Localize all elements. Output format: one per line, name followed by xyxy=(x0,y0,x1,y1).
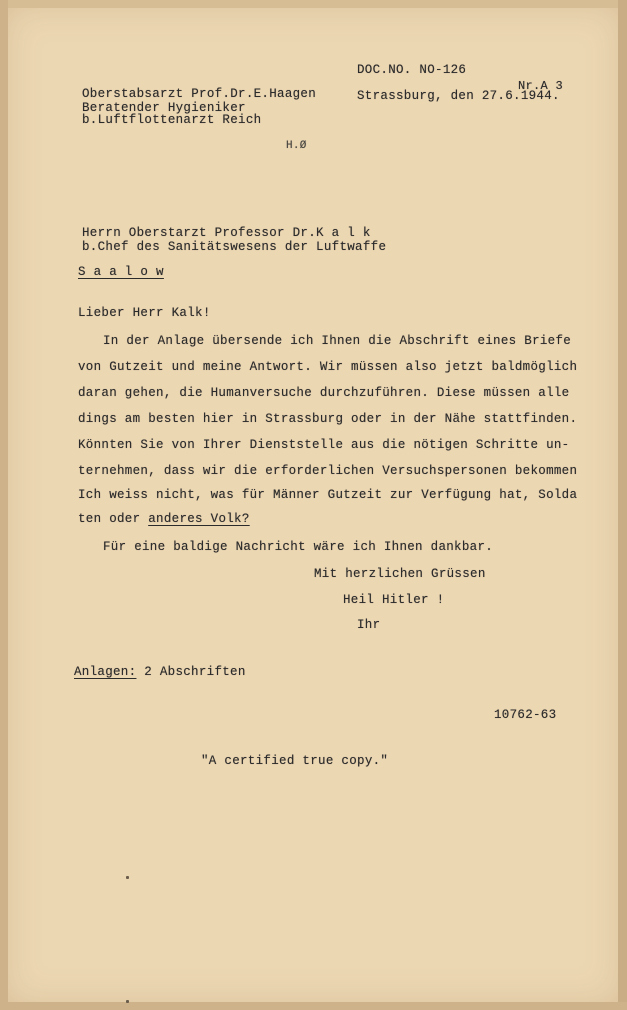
exhibit-number: Nr.A 3 xyxy=(518,79,564,93)
sender-title: Beratender Hygieniker xyxy=(82,101,246,115)
closing-request: Für eine baldige Nachricht wäre ich Ihnen dankbar. xyxy=(103,540,494,554)
body-line-3: daran gehen, die Humanversuche durchzuführen. Diese müssen alle xyxy=(78,386,570,400)
recipient-name: Herrn Oberstarzt Professor Dr.K a l k xyxy=(82,226,371,240)
heil-line: Heil Hitler ! xyxy=(343,593,445,607)
certification-note: "A certified true copy." xyxy=(201,754,389,768)
enclosures xyxy=(74,665,246,679)
sender-name: Oberstabsarzt Prof.Dr.E.Haagen xyxy=(82,87,317,101)
body-line-6: ternehmen, dass wir die erforderlichen Versuchspersonen bekommen xyxy=(78,464,578,478)
greeting: Mit herzlichen Grüssen xyxy=(314,567,486,581)
punch-mark xyxy=(126,1000,129,1003)
body-line-8-text: ten oder xyxy=(78,512,141,526)
salutation: Lieber Herr Kalk! xyxy=(78,306,211,320)
sender-office: b.Luftflottenarzt Reich xyxy=(82,113,262,127)
body-line-7: Ich weiss nicht, was für Männer Gutzeit zur Verfügung hat, Solda xyxy=(78,488,578,502)
page-edge-bottom xyxy=(0,1002,627,1010)
page-edge-left xyxy=(0,0,8,1010)
signoff: Ihr xyxy=(357,618,381,632)
body-line-2: von Gutzeit und meine Antwort. Wir müssen also jetzt baldmöglich xyxy=(78,360,578,374)
punch-mark xyxy=(126,876,129,879)
enclosures-label: Anlagen: xyxy=(74,665,137,679)
body-line-8 xyxy=(78,512,250,526)
reference-mark: H.Ø xyxy=(286,140,307,152)
underlined-phrase: anderes Volk? xyxy=(148,512,250,526)
place-date: Strassburg, den 27.6.1944. xyxy=(357,89,560,103)
page-edge-right xyxy=(618,0,627,1010)
body-line-4: dings am besten hier in Strassburg oder in der Nähe stattfinden. xyxy=(78,412,578,426)
archive-number: 10762-63 xyxy=(494,708,557,722)
recipient-office: b.Chef des Sanitätswesens der Luftwaffe xyxy=(82,240,387,254)
body-line-1: In der Anlage übersende ich Ihnen die Abschrift eines Briefe xyxy=(103,334,572,348)
doc-number: DOC.NO. NO-126 xyxy=(357,63,467,77)
body-line-5: Könnten Sie von Ihrer Dienststelle aus die nötigen Schritte un- xyxy=(78,438,570,452)
recipient-city: S a a l o w xyxy=(78,265,164,279)
enclosures-value: 2 Abschriften xyxy=(144,665,246,679)
